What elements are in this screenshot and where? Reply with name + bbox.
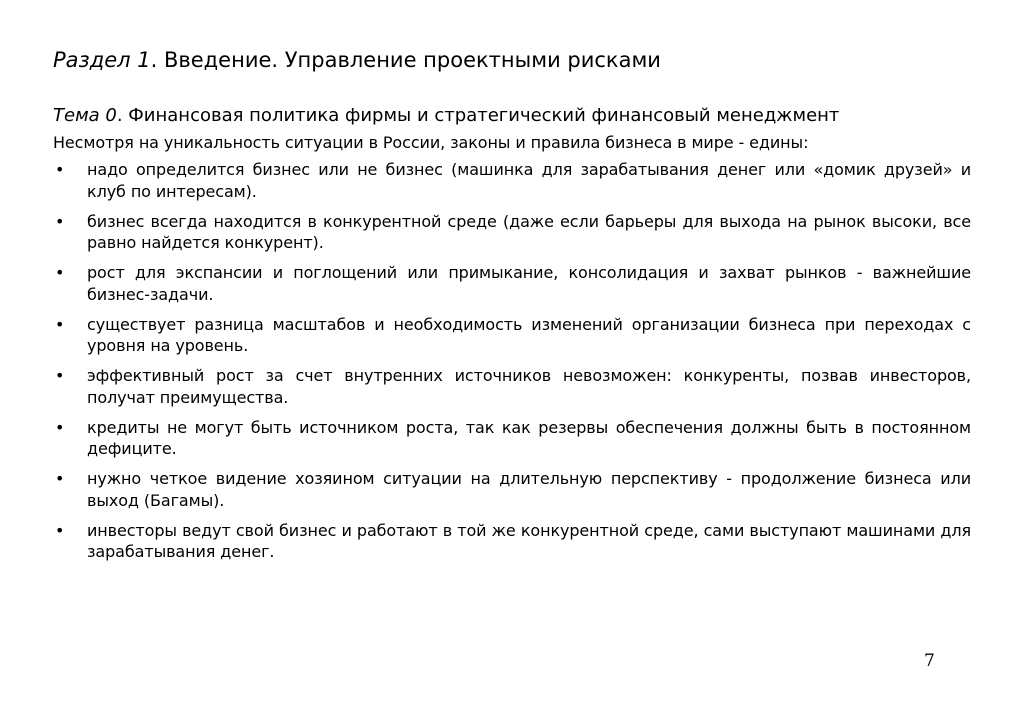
section-prefix: Раздел 1 <box>53 48 151 72</box>
bullet-marker: • <box>55 366 65 385</box>
list-item <box>53 262 971 305</box>
list-item <box>53 211 971 254</box>
topic-prefix: Тема 0 <box>53 105 117 126</box>
document-page <box>53 46 971 571</box>
topic-title-text: . Финансовая политика фирмы и стратегический финансовый менеджмент <box>116 105 840 126</box>
list-item-text: нужно четкое видение хозяином ситуации на длительную перспективу - продолжение бизнеса или выход (Багамы). <box>87 469 971 510</box>
list-item-text: надо определится бизнес или не бизнес (машинка для зарабатывания денег или «домик друзей» и клуб по интересам). <box>87 160 971 201</box>
list-item <box>53 314 971 357</box>
topic-title <box>53 104 971 128</box>
section-title-text: . Введение. Управление проектными рисками <box>150 48 661 72</box>
bullet-marker: • <box>55 211 65 231</box>
list-item <box>53 365 971 408</box>
bullet-marker: • <box>55 520 65 540</box>
list-item <box>53 520 971 563</box>
bullet-marker: • <box>55 314 65 334</box>
list-item-text: кредиты не могут быть источником роста, так как резервы обеспечения должны быть в постоянном дефиците. <box>87 417 971 458</box>
section-title <box>53 46 971 74</box>
bullet-marker: • <box>55 263 65 282</box>
list-item <box>53 159 971 202</box>
list-item-text: бизнес всегда находится в конкурентной среде (даже если барьеры для выхода на рынок высоки, все равно найдется конкурент). <box>87 211 971 252</box>
list-item <box>53 468 971 511</box>
bullet-marker: • <box>55 160 65 179</box>
bullet-marker: • <box>55 469 65 488</box>
list-item-text: рост для экспансии и поглощений или примыкание, консолидация и захват рынков - важнейшие бизнес-задачи. <box>87 263 971 304</box>
list-item <box>53 417 971 460</box>
bullet-marker: • <box>55 417 65 437</box>
page-number: 7 <box>924 651 935 671</box>
intro-paragraph: Несмотря на уникальность ситуации в России, законы и правила бизнеса в мире - едины: <box>53 133 809 152</box>
list-item-text: инвесторы ведут свой бизнес и работают в той же конкурентной среде, сами выступают машинами для зарабатывания денег. <box>87 520 971 561</box>
list-item-text: существует разница масштабов и необходимость изменений организации бизнеса при переходах с уровня на уровень. <box>87 314 971 355</box>
list-item-text: эффективный рост за счет внутренних источников невозможен: конкуренты, позвав инвесторов, получат преимущества. <box>87 366 971 407</box>
bullet-list <box>53 159 971 563</box>
